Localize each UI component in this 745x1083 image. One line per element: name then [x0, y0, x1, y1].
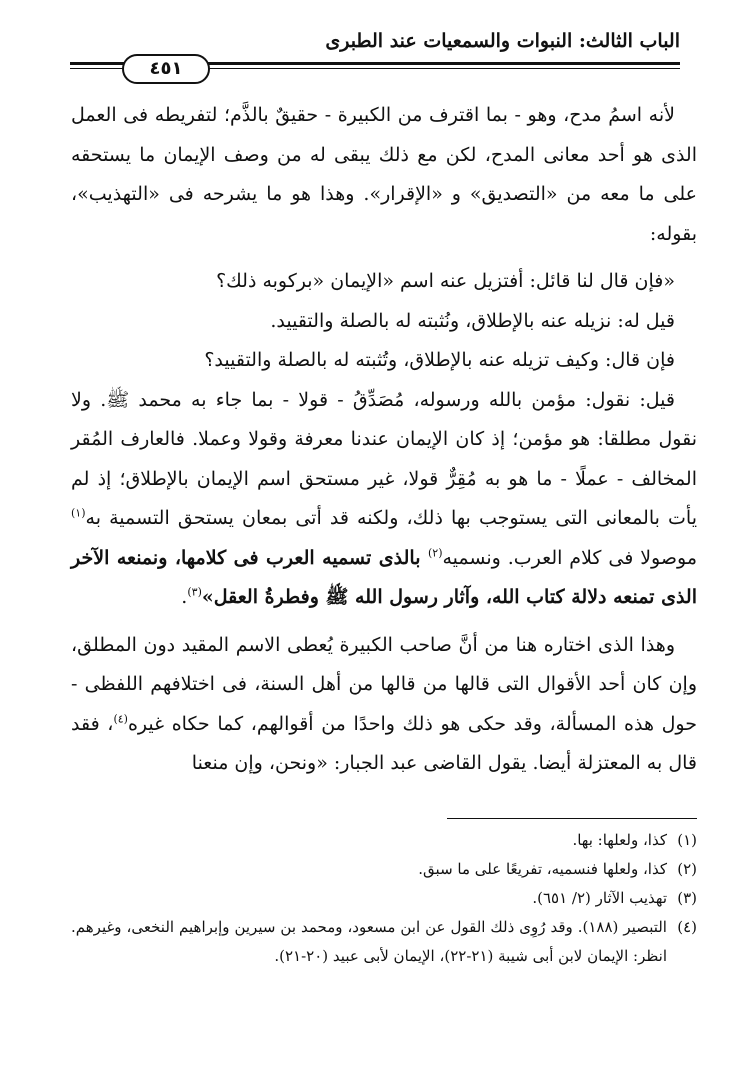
- quote-line-2: قيل له: نزيله عنه بالإطلاق، ونُثبته له بالصلة والتقييد.: [270, 309, 675, 332]
- footnote-number: (٢): [677, 860, 697, 878]
- footnote-4: [71, 913, 697, 971]
- quote-paragraph: [71, 381, 697, 618]
- footnote-1: [71, 826, 697, 855]
- footnote-number: (٣): [677, 889, 697, 907]
- main-text: [71, 96, 697, 784]
- footnote-text: كذا، ولعلها فنسميه، تفريعًا على ما سبق.: [418, 860, 667, 878]
- paragraph-1: لأنه اسمُ مدح، وهو - بما اقترف من الكبيرة - حقيقٌ بالذَّم؛ لتفريطه فى العمل الذى هو أحد معانى المدح، لكن مع ذلك يبقى له من وصف الإيمان ما يستحقه على ما معه من «التصديق» و «الإقرار». وهذا هو ما يشرحه فى «التهذيب»، بقوله:: [71, 104, 697, 245]
- footnote-separator: [447, 818, 697, 819]
- footnotes: [71, 826, 697, 971]
- footnote-ref-2[interactable]: (٢): [427, 546, 443, 560]
- paragraph-2-text-2: ، فقد قال به المعتزلة أيضا. يقول القاضى عبد الجبار: «ونحن، وإن منعنا: [71, 712, 697, 774]
- quote-line-3: فإن قال: وكيف تزيله عنه بالإطلاق، وتُثبته له بالصلة والتقييد؟: [204, 349, 675, 371]
- quote-line-1: «فإن قال لنا قائل: أفتزيل عنه اسم «الإيمان «بركوبه ذلك؟: [216, 270, 675, 292]
- footnote-number: (٤): [677, 918, 697, 936]
- footnote-text: تهذيب الآثار (٢/ ٦٥١).: [532, 889, 667, 907]
- footnote-ref-4[interactable]: (٤): [113, 712, 128, 726]
- footnote-2: [71, 855, 697, 884]
- quote-paragraph-text: قيل: نقول: مؤمن بالله ورسوله، مُصَدِّقُ - قولا - بما جاء به محمد ﷺ. ولا نقول مطلقا: هو مؤمن؛ إذ كان الإيمان عندنا معرفة وقولا وعملا. فالعارف المُقر المخالف - عملًا - ما هو به مُقِرٌّ قولا، غير مستحق اسم الإيمان بالإطلاق؛ إذ لم يأت بالمعانى التى يستوجب بها ذلك، ولكنه قد أتى بمعان يستحق التسمية به: [71, 388, 697, 529]
- footnote-text: كذا، ولعلها: بها.: [572, 831, 667, 849]
- footnote-number: (١): [677, 831, 697, 849]
- footnote-ref-1[interactable]: (١): [71, 506, 86, 520]
- paragraph-2: [71, 626, 697, 784]
- chapter-title: الباب الثالث: النبوات والسمعيات عند الطبرى: [325, 30, 680, 52]
- quote-bold-text: بالذى تسميه العرب فى كلامها، ونمنعه الآخر الذى تمنعه دلالة كتاب الله، وآثار رسول الله ﷺ وفطرةُ العقل»: [71, 546, 697, 608]
- quote-paragraph-text-2: موصولا فى كلام العرب. ونسميه: [442, 546, 697, 569]
- page-header: [70, 0, 680, 90]
- footnote-3: [71, 884, 697, 913]
- page-number-badge: ٤٥١: [122, 54, 210, 84]
- quote-end: .: [181, 586, 188, 608]
- footnote-ref-3[interactable]: (٣): [187, 585, 202, 599]
- footnote-text: التبصير (١٨٨). وقد رُوِى ذلك القول عن ابن مسعود، ومحمد بن سيرين وإبراهيم النخعى، وغيرهم. انظر: الإيمان لابن أبى شيبة (٢١-٢٢)، الإيمان لأبى عبيد (٢٠-٢١).: [71, 918, 667, 965]
- paragraph-2-text: وهذا الذى اختاره هنا من أنَّ صاحب الكبيرة يُعطى الاسم المقيد دون المطلق، وإن كان أحد الأقوال التى قالها من قالها من أهل السنة، فى اختلافهم اللفظى - حول هذه المسألة، وقد حكى هو ذلك واحدًا من أقوالهم، كما حكاه غيره: [71, 633, 697, 735]
